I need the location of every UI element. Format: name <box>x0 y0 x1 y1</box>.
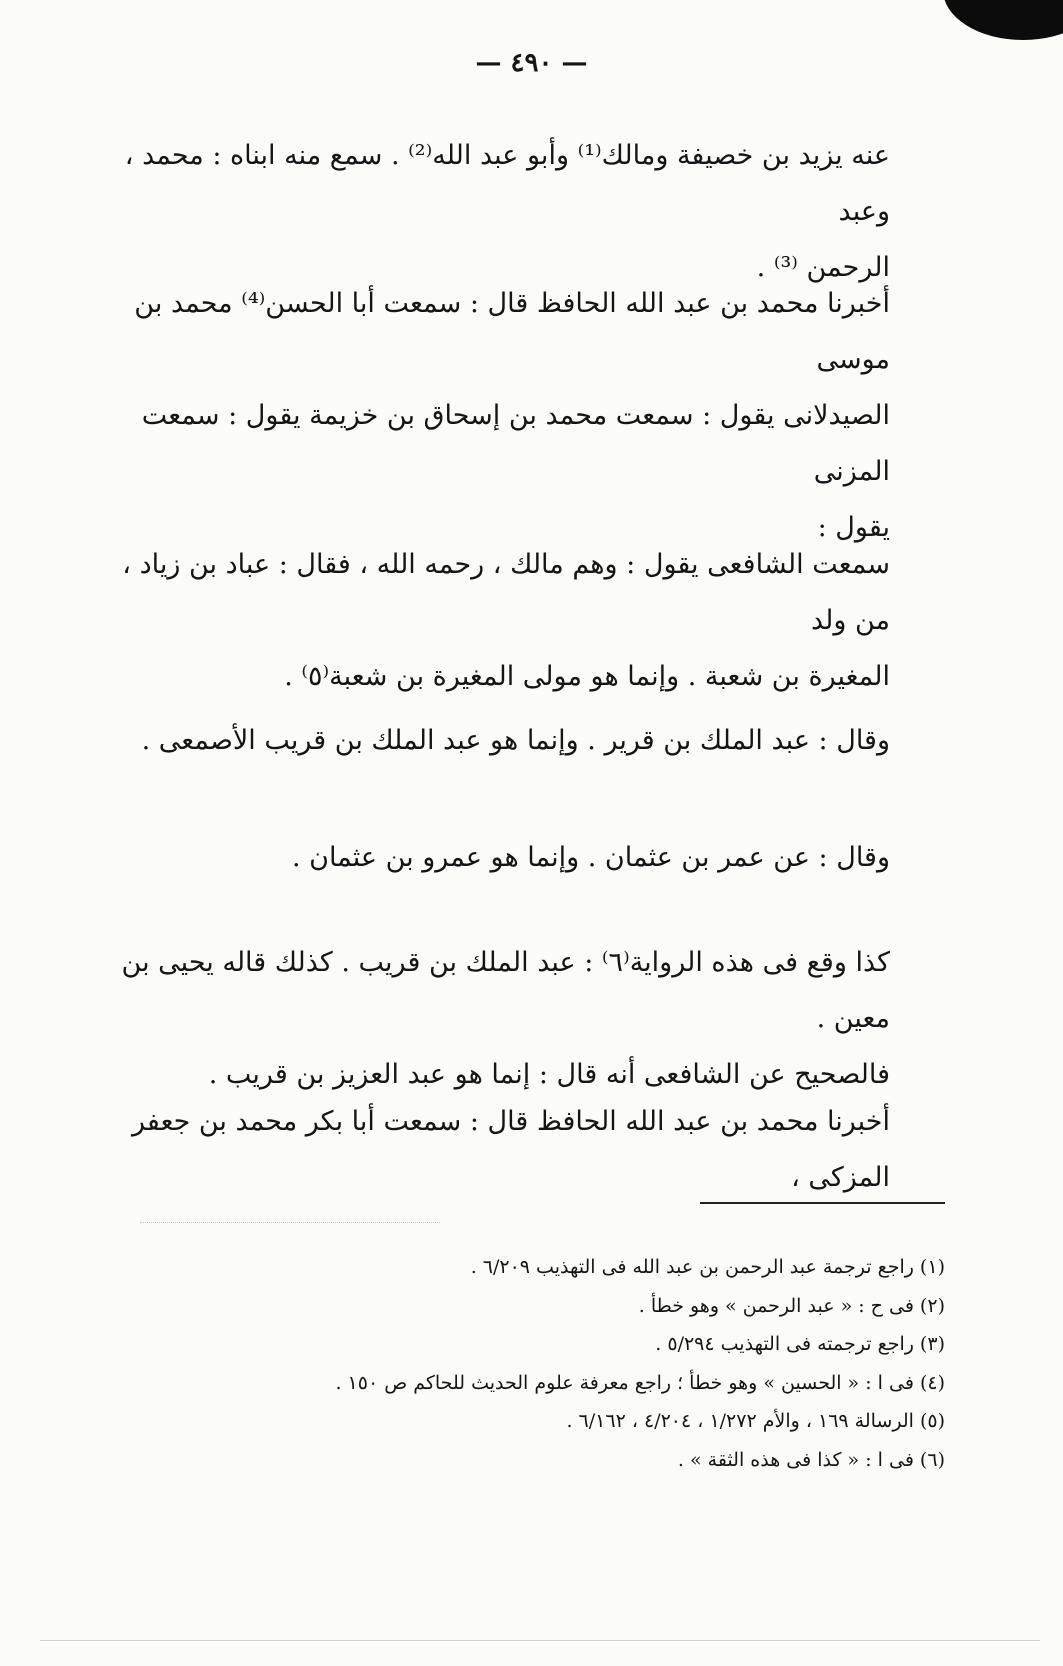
footnote-2: (٢) فى ح : « عبد الرحمن » وهو خطأ . <box>638 1294 945 1317</box>
text-line: فالصحيح عن الشافعى أنه قال : إنما هو عبد العزيز بن قريب . <box>208 1059 890 1090</box>
paragraph-7 <box>90 1094 890 1206</box>
text-line: المغيرة بن شعبة . وإنما هو مولى المغيرة بن شعبة⁽٥⁾ . <box>284 661 890 692</box>
text-line: عنه يزيد بن خصيفة ومالك⁽¹⁾ وأبو عبد الله⁽²⁾ . سمع منه ابناه : محمد ، وعبد <box>124 140 890 227</box>
footnote-4: (٤) فى ا : « الحسين » وهو خطأ ؛ راجع معرفة علوم الحديث للحاكم ص ١٥٠ . <box>335 1371 945 1394</box>
scan-corner-blot <box>943 0 1063 40</box>
paragraph-4 <box>90 713 890 769</box>
paragraph-5 <box>90 830 890 886</box>
footnote-6: (٦) فى ا : « كذا فى هذه الثقة » . <box>677 1448 945 1471</box>
footnote-separator <box>700 1202 945 1204</box>
footnote-1: (١) راجع ترجمة عبد الرحمن بن عبد الله فى التهذيب ٦/٢٠٩ . <box>470 1256 945 1278</box>
text-line: الصيدلانى يقول : سمعت محمد بن إسحاق بن خزيمة يقول : سمعت المزنى <box>141 400 890 487</box>
page-number: — ٤٩٠ — <box>475 48 588 78</box>
text-line: كذا وقع فى هذه الرواية⁽٦⁾ : عبد الملك بن قريب . كذلك قاله يحيى بن معين . <box>121 947 890 1034</box>
footnotes <box>225 1248 945 1479</box>
text-line: سمعت الشافعى يقول : وهم مالك ، رحمه الله ، فقال : عباد بن زياد ، من ولد <box>122 549 890 636</box>
footnote-5: (٥) الرسالة ١٦٩ ، والأم ١/٢٧٢ ، ٤/٢٠٤ ، ٦/١٦٢ . <box>566 1410 945 1432</box>
scan-artifact-line <box>140 1222 440 1223</box>
footnote-3: (٣) راجع ترجمته فى التهذيب ٥/٢٩٤ . <box>655 1333 945 1355</box>
text-line: وقال : عبد الملك بن قرير . وإنما هو عبد الملك بن قريب الأصمعى . <box>141 725 890 756</box>
paragraph-1 <box>90 128 890 296</box>
text-line: الرحمن ⁽³⁾ . <box>756 252 890 283</box>
text-line: أخبرنا محمد بن عبد الله الحافظ قال : سمعت أبا بكر محمد بن جعفر المزكى ، <box>132 1106 890 1193</box>
paragraph-3 <box>90 537 890 705</box>
page-bottom-edge <box>40 1640 1040 1641</box>
paragraph-6 <box>90 935 890 1103</box>
text-line: وقال : عن عمر بن عثمان . وإنما هو عمرو بن عثمان . <box>291 842 890 873</box>
text-line: يقول : <box>817 512 890 543</box>
paragraph-2 <box>90 276 890 556</box>
text-line: أخبرنا محمد بن عبد الله الحافظ قال : سمعت أبا الحسن⁽⁴⁾ محمد بن موسى <box>134 288 890 375</box>
